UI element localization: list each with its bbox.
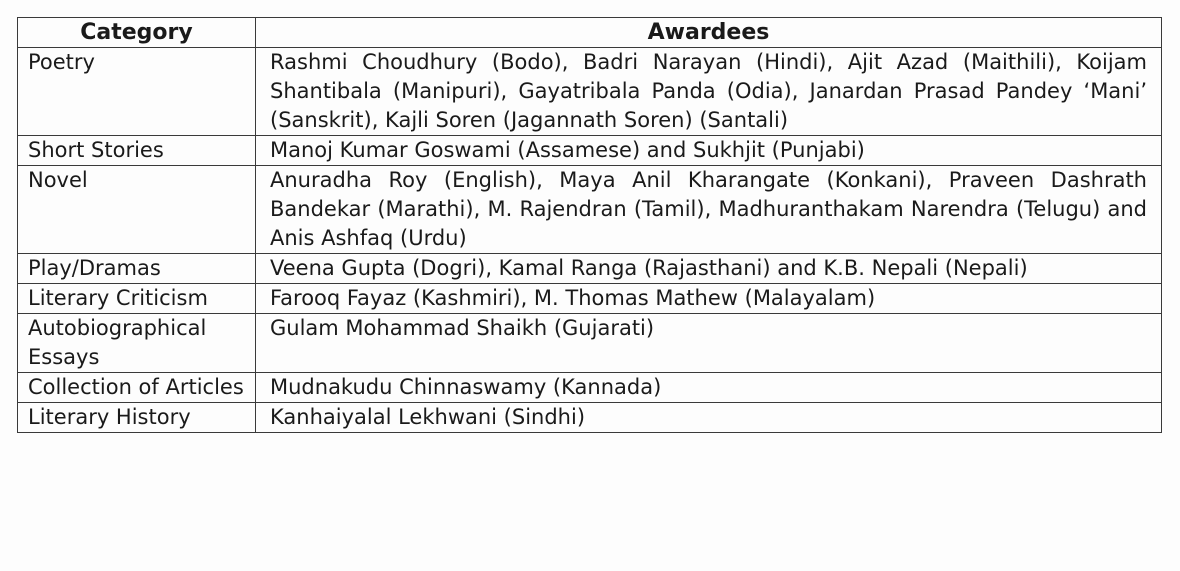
category-cell: Novel [18, 166, 256, 254]
table-header-row [18, 18, 1162, 48]
table-row [18, 136, 1162, 166]
category-cell: Literary Criticism [18, 284, 256, 314]
awardees-cell: Farooq Fayaz (Kashmiri), M. Thomas Mathew (Malayalam) [256, 284, 1162, 314]
table-row [18, 166, 1162, 254]
awards-table [17, 17, 1162, 433]
category-cell: Literary History [18, 403, 256, 433]
category-cell: Collection of Articles [18, 373, 256, 403]
awardees-cell: Manoj Kumar Goswami (Assamese) and Sukhjit (Punjabi) [256, 136, 1162, 166]
awardees-cell: Veena Gupta (Dogri), Kamal Ranga (Rajasthani) and K.B. Nepali (Nepali) [256, 254, 1162, 284]
awardees-cell: Anuradha Roy (English), Maya Anil Kharangate (Konkani), Praveen Dashrath Bandekar (Marathi), M. Rajendran (Tamil), Madhuranthakam Narendra (Telugu) and Anis Ashfaq (Urdu) [256, 166, 1162, 254]
category-cell: Autobiographical Essays [18, 314, 256, 373]
category-cell: Short Stories [18, 136, 256, 166]
table-row [18, 403, 1162, 433]
category-cell: Play/Dramas [18, 254, 256, 284]
column-header-category: Category [18, 18, 256, 48]
awardees-cell: Rashmi Choudhury (Bodo), Badri Narayan (Hindi), Ajit Azad (Maithili), Koijam Shantibala (Manipuri), Gayatribala Panda (Odia), Janardan Prasad Pandey ‘Mani’ (Sanskrit), Kajli Soren (Jagannath Soren) (Santali) [256, 48, 1162, 136]
column-header-awardees: Awardees [256, 18, 1162, 48]
table-row [18, 254, 1162, 284]
table-row [18, 48, 1162, 136]
category-cell: Poetry [18, 48, 256, 136]
awardees-cell: Gulam Mohammad Shaikh (Gujarati) [256, 314, 1162, 373]
awardees-cell: Kanhaiyalal Lekhwani (Sindhi) [256, 403, 1162, 433]
table-row [18, 373, 1162, 403]
awardees-cell: Mudnakudu Chinnaswamy (Kannada) [256, 373, 1162, 403]
table-row [18, 284, 1162, 314]
table-row [18, 314, 1162, 373]
